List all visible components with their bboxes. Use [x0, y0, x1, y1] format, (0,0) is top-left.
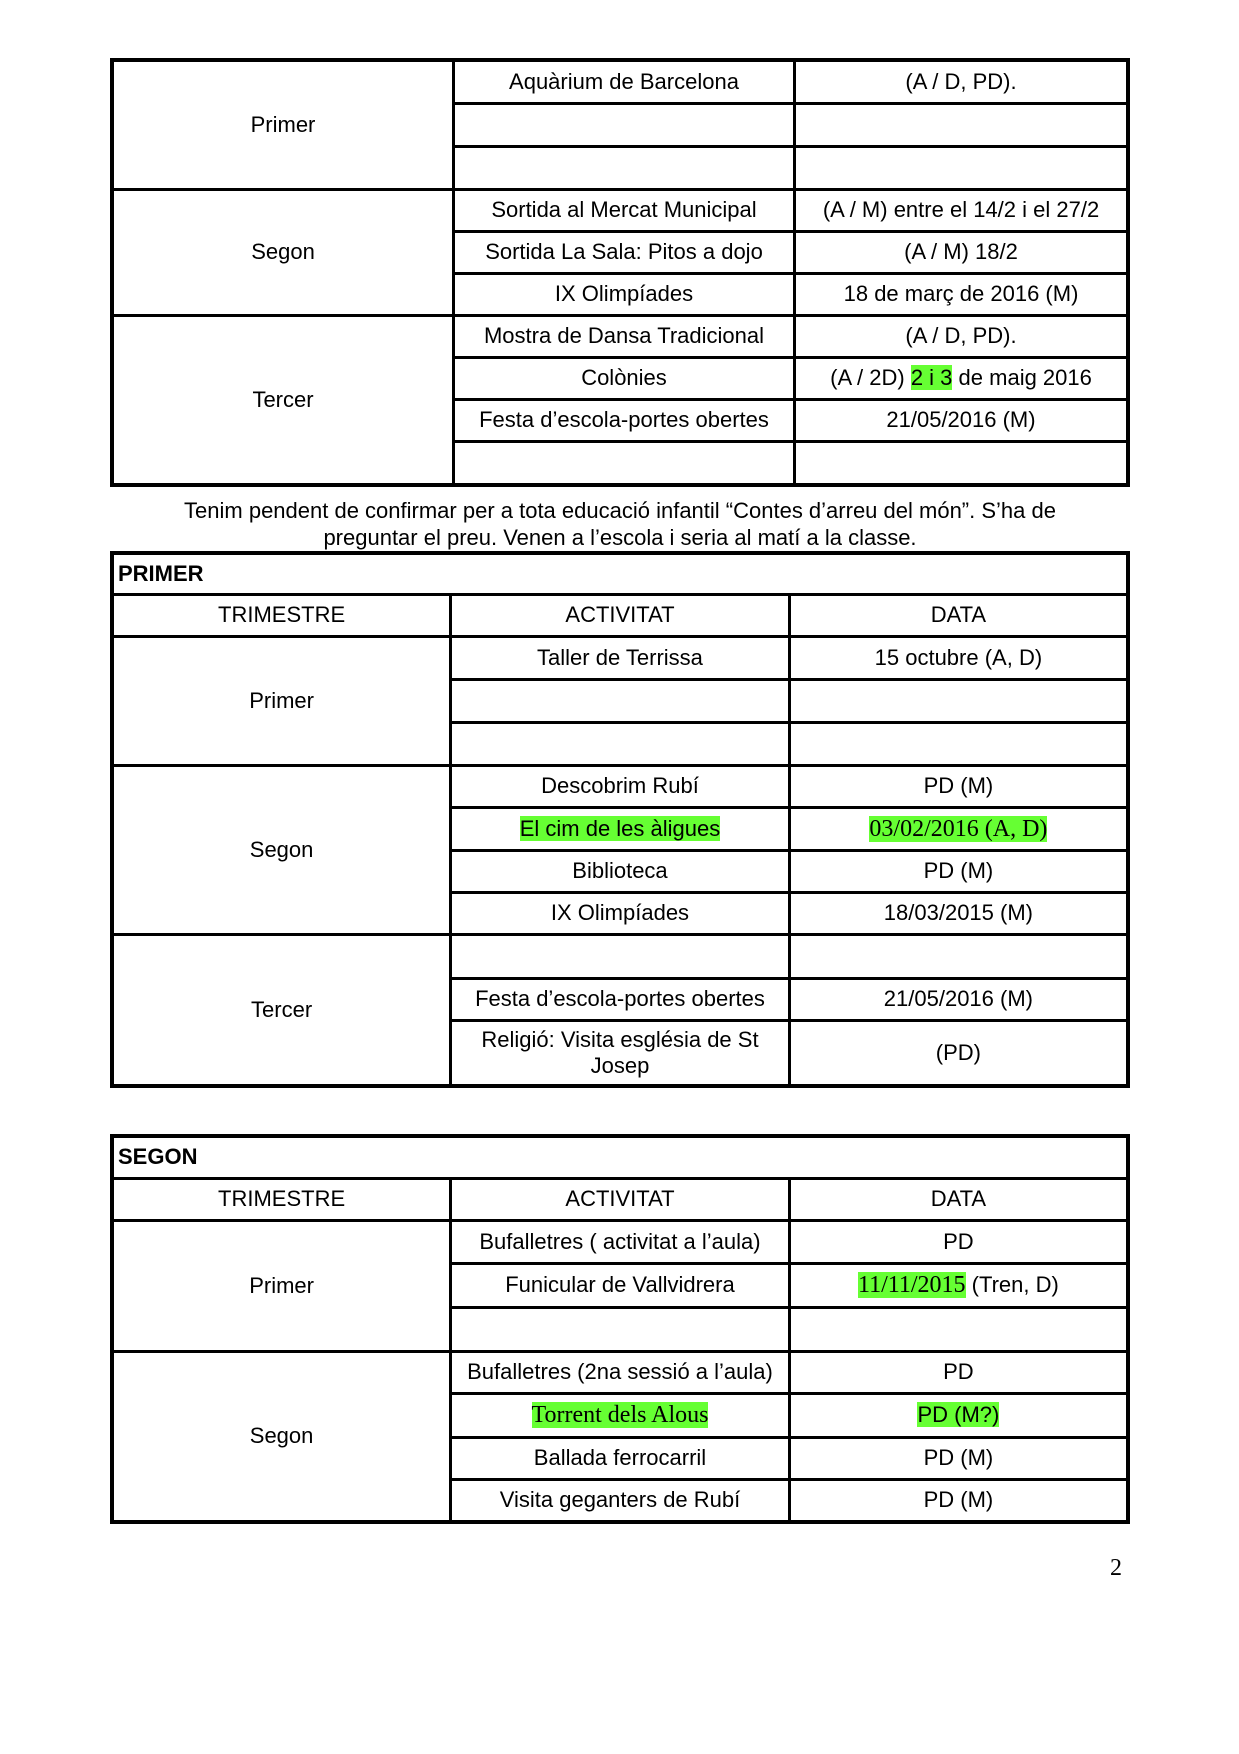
note-line-1: Tenim pendent de confirmar per a tota educació infantil “Contes d’arreu del món”. S’ha de — [184, 498, 1056, 523]
activitat-cell: Biblioteca — [451, 850, 790, 892]
data-cell: 21/05/2016 (M) — [789, 978, 1128, 1020]
data-suffix: de maig 2016 — [958, 365, 1092, 390]
activitat-cell: Visita geganters de Rubí — [451, 1479, 790, 1522]
note-line-2: preguntar el preu. Venen a l’escola i seria al matí a la classe. — [323, 525, 917, 550]
activitat-cell: Colònies — [454, 357, 795, 399]
data-cell — [795, 103, 1129, 146]
activitat-cell — [451, 807, 790, 850]
data-cell: (A / D, PD). — [795, 60, 1129, 103]
data-cell: (A / M) 18/2 — [795, 231, 1129, 273]
data-cell: 18/03/2015 (M) — [789, 892, 1128, 934]
data-highlight: 11/11/2015 — [857, 1272, 966, 1298]
header-activitat: ACTIVITAT — [451, 594, 790, 636]
data-highlight: PD (M?) — [917, 1402, 1000, 1427]
activitat-cell: Funicular de Vallvidrera — [451, 1263, 790, 1307]
data-cell: PD — [789, 1220, 1128, 1263]
activitat-cell: Taller de Terrissa — [451, 636, 790, 679]
header-data: DATA — [789, 594, 1128, 636]
data-cell: PD (M) — [789, 850, 1128, 892]
table-infantil — [110, 58, 1130, 487]
activitat-cell: IX Olimpíades — [454, 273, 795, 315]
data-cell — [795, 441, 1129, 485]
data-cell — [789, 807, 1128, 850]
activitat-cell — [454, 441, 795, 485]
activitat-cell — [454, 103, 795, 146]
data-cell: PD (M) — [789, 1479, 1128, 1522]
data-cell: (A / D, PD). — [795, 315, 1129, 357]
trimestre-primer: Primer — [112, 636, 451, 765]
data-cell — [789, 679, 1128, 722]
activitat-cell: Bufalletres ( activitat a l’aula) — [451, 1220, 790, 1263]
activitat-cell: Festa d’escola-portes obertes — [451, 978, 790, 1020]
data-highlight: 2 i 3 — [910, 365, 953, 390]
activitat-cell: Ballada ferrocarril — [451, 1437, 790, 1479]
activitat-cell: Religió: Visita església de St Josep — [451, 1020, 790, 1086]
activitat-cell: Bufalletres (2na sessió a l’aula) — [451, 1351, 790, 1393]
activitat-cell: Aquàrium de Barcelona — [454, 60, 795, 103]
data-cell — [789, 722, 1128, 765]
activitat-cell — [451, 1307, 790, 1351]
table-title: PRIMER — [112, 553, 1128, 594]
activitat-cell: Mostra de Dansa Tradicional — [454, 315, 795, 357]
activitat-cell — [451, 934, 790, 978]
note-paragraph — [130, 497, 1110, 551]
data-cell — [795, 146, 1129, 189]
trimestre-segon: Segon — [112, 765, 451, 934]
data-cell: PD — [789, 1351, 1128, 1393]
activitat-cell: Sortida al Mercat Municipal — [454, 189, 795, 231]
data-cell — [795, 357, 1129, 399]
data-cell: PD (M) — [789, 1437, 1128, 1479]
trimestre-primer: Primer — [112, 60, 454, 189]
trimestre-segon: Segon — [112, 189, 454, 315]
activitat-cell — [451, 722, 790, 765]
table-primer — [110, 551, 1130, 1088]
header-trimestre: TRIMESTRE — [112, 1178, 451, 1220]
table-segon — [110, 1134, 1130, 1524]
data-suffix: (Tren, D) — [971, 1272, 1059, 1297]
page-number: 2 — [1110, 1555, 1122, 1581]
header-trimestre: TRIMESTRE — [112, 594, 451, 636]
header-activitat: ACTIVITAT — [451, 1178, 790, 1220]
activitat-cell: Descobrim Rubí — [451, 765, 790, 807]
data-cell: (PD) — [789, 1020, 1128, 1086]
activitat-cell — [451, 679, 790, 722]
header-data: DATA — [789, 1178, 1128, 1220]
data-cell — [789, 934, 1128, 978]
data-prefix: (A / 2D) — [830, 365, 905, 390]
data-cell: PD (M) — [789, 765, 1128, 807]
trimestre-tercer: Tercer — [112, 315, 454, 485]
data-cell: 18 de març de 2016 (M) — [795, 273, 1129, 315]
data-cell: 15 octubre (A, D) — [789, 636, 1128, 679]
data-cell: (A / M) entre el 14/2 i el 27/2 — [795, 189, 1129, 231]
activitat-cell: Festa d’escola-portes obertes — [454, 399, 795, 441]
activitat-cell: Sortida La Sala: Pitos a dojo — [454, 231, 795, 273]
data-cell — [789, 1393, 1128, 1437]
table-title: SEGON — [112, 1136, 1128, 1178]
data-cell: 21/05/2016 (M) — [795, 399, 1129, 441]
trimestre-tercer: Tercer — [112, 934, 451, 1086]
trimestre-segon: Segon — [112, 1351, 451, 1522]
activitat-highlight: El cim de les àligues — [519, 815, 721, 841]
data-highlight: 03/02/2016 (A, D) — [869, 815, 1048, 842]
activitat-cell: IX Olimpíades — [451, 892, 790, 934]
data-cell — [789, 1307, 1128, 1351]
activitat-cell — [451, 1393, 790, 1437]
data-cell — [789, 1263, 1128, 1307]
trimestre-primer: Primer — [112, 1220, 451, 1351]
activitat-cell — [454, 146, 795, 189]
activitat-highlight: Torrent dels Alous — [531, 1402, 709, 1428]
